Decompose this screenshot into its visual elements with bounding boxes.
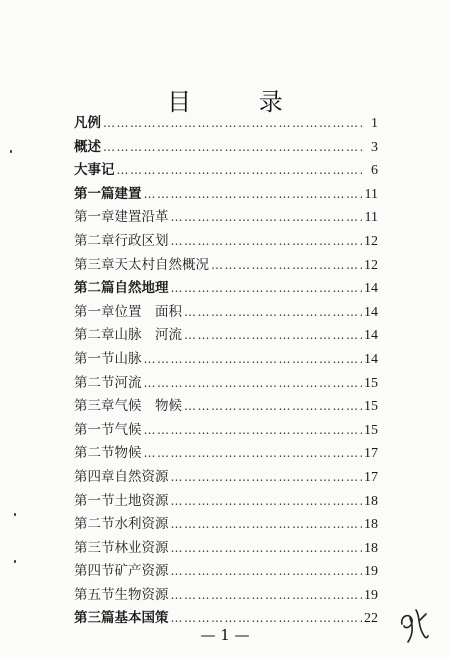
toc-dot-leader	[144, 419, 363, 443]
toc-entry	[74, 254, 378, 278]
toc-entry	[74, 490, 378, 514]
toc-entry-title: 位置 面积	[114, 303, 182, 320]
toc-entry	[74, 112, 378, 136]
toc-entry	[74, 537, 378, 561]
toc-dot-leader	[144, 372, 363, 396]
toc-entry-page: 17	[364, 446, 378, 462]
toc-entry-page: 18	[364, 540, 378, 556]
toc-entry-page: 15	[364, 399, 378, 415]
toc-dot-leader	[184, 395, 362, 419]
toc-entry-page: 17	[364, 469, 378, 485]
toc-entry-number: 第二节	[74, 374, 115, 391]
toc-entry-title: 行政区划	[114, 232, 169, 249]
toc-entry	[74, 395, 378, 419]
toc-dot-leader	[171, 560, 363, 584]
toc-entry-number: 第四章	[74, 468, 115, 485]
scan-speck	[14, 513, 16, 516]
toc-entry-number: 第三篇	[74, 610, 115, 627]
toc-entry-number: 第二节	[74, 445, 115, 462]
toc-entry-number: 第一节	[74, 421, 115, 438]
toc-entry-number: 第一节	[74, 492, 115, 509]
toc-dot-leader	[171, 490, 363, 514]
toc-dot-leader	[103, 112, 362, 136]
toc-entry	[74, 442, 378, 466]
toc-entry-page: 6	[371, 163, 378, 179]
toc-entry-page: 11	[364, 210, 378, 226]
toc-entry-page: 12	[364, 257, 378, 273]
toc-entry-number: 第四节	[74, 563, 115, 580]
toc-entry	[74, 277, 378, 301]
toc-entry-page: 14	[364, 281, 378, 297]
toc-dot-leader	[171, 513, 363, 537]
toc-entry-title: 山脉 河流	[114, 327, 182, 344]
toc-dot-leader	[171, 230, 363, 254]
toc-entry-title: 天太村自然概况	[114, 256, 209, 273]
toc-entry-page: 15	[364, 422, 378, 438]
toc-entry-number: 第一节	[74, 350, 115, 367]
toc-entry-number: 第三章	[74, 256, 115, 273]
toc-entry-title: 生物资源	[114, 586, 169, 603]
toc-dot-leader	[184, 324, 362, 348]
toc-dot-leader	[184, 301, 362, 325]
toc-entry-title: 河流	[114, 374, 142, 391]
toc-entry-number: 第二章	[74, 327, 115, 344]
toc-entry-page: 14	[364, 304, 378, 320]
toc-entry-title: 气候	[114, 421, 142, 438]
toc-entry	[74, 584, 378, 608]
handwritten-mark-icon	[396, 606, 432, 646]
toc-entry-page: 15	[364, 375, 378, 391]
toc-dot-leader	[171, 277, 363, 301]
toc-entry-number: 第一章	[74, 303, 115, 320]
toc-entry-title: 气候 物候	[114, 398, 182, 415]
toc-entry-page: 19	[364, 564, 378, 580]
toc-dot-leader	[171, 584, 363, 608]
toc-entry-title: 物候	[114, 445, 142, 462]
toc-entry-number: 第三节	[74, 539, 115, 556]
toc-entry-page: 14	[364, 328, 378, 344]
scan-speck	[10, 150, 12, 153]
toc-entry-title: 山脉	[114, 350, 142, 367]
toc-entry	[74, 183, 378, 207]
toc-entry-number: 第二章	[74, 232, 115, 249]
toc-entry-page: 18	[364, 493, 378, 509]
toc-entry-number: 第五节	[74, 586, 115, 603]
toc-dot-leader	[211, 254, 362, 278]
toc-entry-number: 第三章	[74, 398, 115, 415]
toc-entry	[74, 419, 378, 443]
toc-entry-page: 19	[364, 587, 378, 603]
toc-dot-leader	[171, 466, 363, 490]
toc-entry	[74, 348, 378, 372]
toc-entry-number: 第二节	[74, 516, 115, 533]
page-title: 目 录	[167, 88, 313, 117]
toc-entry-page: 18	[364, 517, 378, 533]
toc-entry	[74, 372, 378, 396]
toc-entry-title: 林业资源	[114, 539, 169, 556]
toc-entry-title: 大事记	[74, 162, 115, 179]
toc-entry	[74, 230, 378, 254]
toc-entry-title: 土地资源	[114, 492, 169, 509]
toc-entry	[74, 324, 378, 348]
toc-entry	[74, 301, 378, 325]
toc-entry-page: 12	[364, 233, 378, 249]
toc-entry-page: 22	[364, 611, 378, 627]
toc-entry-title: 概述	[74, 138, 101, 155]
toc-entry-title: 建置沿革	[114, 209, 169, 226]
toc-entry-title: 建置	[114, 185, 142, 202]
toc-entry-title: 自然地理	[114, 280, 169, 297]
toc-dot-leader	[144, 183, 363, 207]
toc-entry-page: 3	[371, 139, 378, 155]
toc-dot-leader	[117, 159, 363, 183]
toc-entry	[74, 560, 378, 584]
toc-entry-title: 基本国策	[114, 610, 169, 627]
toc-dot-leader	[171, 537, 363, 561]
toc-dot-leader	[144, 348, 363, 372]
toc-entry-number: 第二篇	[74, 280, 115, 297]
toc-entry-title: 自然资源	[114, 468, 169, 485]
page-number: — 1 —	[200, 626, 250, 644]
table-of-contents	[74, 112, 378, 631]
toc-entry-page: 14	[364, 351, 378, 367]
toc-dot-leader	[144, 442, 363, 466]
toc-entry-title: 凡例	[74, 115, 101, 131]
toc-entry-title: 矿产资源	[114, 563, 169, 580]
toc-entry	[74, 466, 378, 490]
toc-entry-number: 第一篇	[74, 185, 115, 202]
toc-entry-page: 11	[364, 186, 378, 202]
toc-entry	[74, 206, 378, 230]
toc-entry	[74, 159, 378, 183]
toc-dot-leader	[171, 206, 363, 230]
toc-entry	[74, 136, 378, 160]
toc-entry	[74, 513, 378, 537]
toc-entry-title: 水利资源	[114, 516, 169, 533]
toc-dot-leader	[103, 136, 362, 160]
toc-entry-page: 1	[371, 116, 378, 131]
toc-entry-number: 第一章	[74, 209, 115, 226]
scan-speck	[14, 560, 16, 563]
